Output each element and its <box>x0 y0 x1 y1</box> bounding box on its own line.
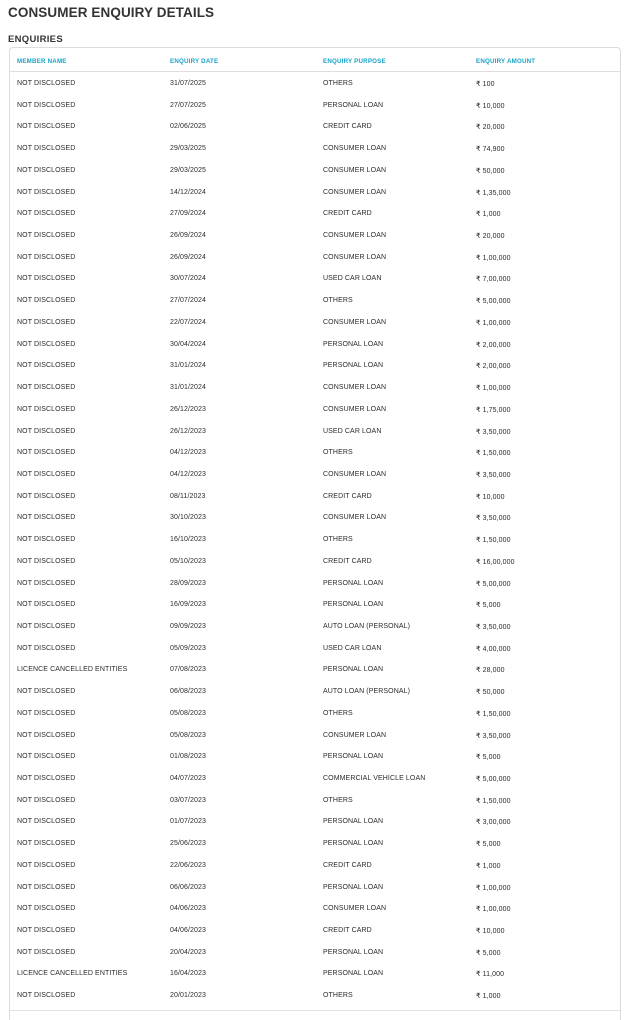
enquiry-purpose-cell: PERSONAL LOAN <box>323 883 384 891</box>
enquiry-amount-cell: ₹ 3,50,000 <box>476 471 511 479</box>
enquiry-amount-cell: ₹ 100 <box>476 81 495 88</box>
enquiry-date-cell: 26/12/2023 <box>170 405 207 413</box>
enquiry-amount-cell: ₹ 1,00,000 <box>476 319 511 327</box>
enquiry-amount-cell: ₹ 10,000 <box>476 102 505 110</box>
enquiry-date-cell: 01/08/2023 <box>170 753 207 761</box>
enquiry-purpose-cell: CONSUMER LOAN <box>323 145 387 153</box>
enquiry-amount-cell: ₹ 3,00,000 <box>476 819 511 827</box>
table-row <box>10 399 620 421</box>
enquiry-date-cell: 02/06/2025 <box>170 123 207 131</box>
table-row <box>10 116 620 138</box>
enquiry-date-cell: 31/07/2025 <box>170 80 207 87</box>
enquiry-date-cell: 04/07/2023 <box>170 775 207 782</box>
enquiry-purpose-cell: CONSUMER LOAN <box>323 905 387 913</box>
enquiry-amount-cell: ₹ 1,75,000 <box>476 406 511 414</box>
member-name-cell: NOT DISCLOSED <box>17 688 76 696</box>
enquiry-amount-cell: ₹ 2,00,000 <box>476 363 511 371</box>
enquiry-purpose-cell: OTHERS <box>323 796 353 804</box>
enquiry-date-cell: 08/11/2023 <box>170 492 206 500</box>
enquiry-date-cell: 26/09/2024 <box>170 253 207 261</box>
table-row <box>10 833 620 855</box>
enquiry-purpose-cell: CONSUMER LOAN <box>323 188 387 196</box>
table-row <box>10 746 620 768</box>
enquiry-amount-cell: ₹ 5,00,000 <box>476 580 511 588</box>
enquiry-amount-cell: ₹ 3,50,000 <box>476 515 511 523</box>
member-name-cell: NOT DISCLOSED <box>17 579 76 587</box>
table-row <box>10 268 620 290</box>
enquiry-date-cell: 20/01/2023 <box>170 992 207 1000</box>
member-name-cell: NOT DISCLOSED <box>17 340 76 348</box>
enquiry-purpose-cell: OTHERS <box>323 992 353 1000</box>
member-name-cell: NOT DISCLOSED <box>17 188 76 196</box>
table-row <box>10 507 620 529</box>
enquiry-purpose-cell: CONSUMER LOAN <box>323 384 387 392</box>
table-row <box>10 638 620 660</box>
member-name-cell: NOT DISCLOSED <box>17 514 76 522</box>
enquiry-date-cell: 07/08/2023 <box>170 666 207 674</box>
enquiry-date-cell: 26/12/2023 <box>170 427 207 435</box>
enquiry-amount-cell: ₹ 7,00,000 <box>476 276 511 284</box>
table-row <box>10 421 620 443</box>
enquiry-amount-cell: ₹ 28,000 <box>476 667 505 675</box>
enquiry-purpose-cell: CONSUMER LOAN <box>323 232 387 240</box>
table-row <box>10 790 620 812</box>
enquiry-amount-cell: ₹ 50,000 <box>476 167 505 175</box>
table-row <box>10 312 620 334</box>
table-row <box>10 551 620 573</box>
enquiry-purpose-cell: USED CAR LOAN <box>323 644 382 652</box>
member-name-cell: NOT DISCLOSED <box>17 492 76 500</box>
enquiry-date-cell: 30/10/2023 <box>170 514 207 522</box>
enquiry-purpose-cell: COMMERCIAL VEHICLE LOAN <box>323 775 426 782</box>
enquiry-amount-cell: ₹ 5,000 <box>476 949 501 957</box>
enquiry-purpose-cell: CONSUMER LOAN <box>323 731 387 739</box>
column-header-member-name: MEMBER NAME <box>17 58 67 65</box>
table-row <box>10 355 620 377</box>
enquiry-amount-cell: ₹ 5,000 <box>476 602 501 610</box>
enquiry-date-cell: 27/07/2024 <box>170 297 207 305</box>
member-name-cell: NOT DISCLOSED <box>17 145 76 153</box>
table-header <box>10 48 620 72</box>
enquiry-purpose-cell: CONSUMER LOAN <box>323 318 387 326</box>
member-name-cell: NOT DISCLOSED <box>17 905 76 913</box>
enquiry-date-cell: 25/06/2023 <box>170 840 207 848</box>
enquiry-purpose-cell: PERSONAL LOAN <box>323 666 384 674</box>
member-name-cell: NOT DISCLOSED <box>17 861 76 869</box>
table-row <box>10 877 620 899</box>
table-body <box>10 73 620 1007</box>
enquiry-purpose-cell: CREDIT CARD <box>323 927 372 935</box>
enquiry-date-cell: 31/01/2024 <box>170 362 207 370</box>
column-header-enquiry-purpose: ENQUIRY PURPOSE <box>323 58 386 65</box>
table-row <box>10 377 620 399</box>
table-row <box>10 768 620 790</box>
enquiry-date-cell: 06/08/2023 <box>170 688 207 696</box>
table-row <box>10 529 620 551</box>
member-name-cell: NOT DISCLOSED <box>17 362 76 370</box>
member-name-cell: NOT DISCLOSED <box>17 80 76 87</box>
enquiry-purpose-cell: PERSONAL LOAN <box>323 753 384 761</box>
enquiry-purpose-cell: CONSUMER LOAN <box>323 470 387 478</box>
enquiry-date-cell: 01/07/2023 <box>170 818 207 826</box>
member-name-cell: NOT DISCLOSED <box>17 427 76 435</box>
table-row <box>10 138 620 160</box>
member-name-cell: NOT DISCLOSED <box>17 318 76 326</box>
section-title: ENQUIRIES <box>8 34 63 45</box>
member-name-cell: NOT DISCLOSED <box>17 166 76 174</box>
table-row <box>10 855 620 877</box>
enquiry-amount-cell: ₹ 1,000 <box>476 862 501 870</box>
enquiry-purpose-cell: OTHERS <box>323 297 353 305</box>
member-name-cell: NOT DISCLOSED <box>17 796 76 804</box>
enquiry-purpose-cell: AUTO LOAN (PERSONAL) <box>323 622 411 630</box>
enquiry-amount-cell: ₹ 11,000 <box>476 971 505 979</box>
page-title: CONSUMER ENQUIRY DETAILS <box>8 5 215 20</box>
enquiry-date-cell: 29/03/2025 <box>170 166 207 174</box>
member-name-cell: NOT DISCLOSED <box>17 557 76 565</box>
enquiry-amount-cell: ₹ 1,50,000 <box>476 710 511 718</box>
table-row <box>10 73 620 95</box>
member-name-cell: NOT DISCLOSED <box>17 601 76 609</box>
table-row <box>10 920 620 942</box>
enquiry-amount-cell: ₹ 1,35,000 <box>476 189 511 197</box>
table-row <box>10 247 620 269</box>
table-row <box>10 963 620 985</box>
table-bottom-divider <box>10 1010 620 1011</box>
enquiry-purpose-cell: OTHERS <box>323 80 353 87</box>
member-name-cell: NOT DISCLOSED <box>17 709 76 717</box>
enquiry-amount-cell: ₹ 3,50,000 <box>476 623 511 631</box>
table-row <box>10 942 620 964</box>
enquiry-purpose-cell: CREDIT CARD <box>323 861 372 869</box>
table-row <box>10 985 620 1007</box>
enquiry-amount-cell: ₹ 1,00,000 <box>476 906 511 914</box>
member-name-cell: NOT DISCLOSED <box>17 775 76 782</box>
member-name-cell: NOT DISCLOSED <box>17 275 76 283</box>
enquiry-amount-cell: ₹ 1,00,000 <box>476 884 511 892</box>
member-name-cell: NOT DISCLOSED <box>17 210 76 218</box>
member-name-cell: NOT DISCLOSED <box>17 123 76 131</box>
table-row <box>10 703 620 725</box>
enquiry-amount-cell: ₹ 1,00,000 <box>476 385 511 393</box>
table-row <box>10 182 620 204</box>
enquiry-date-cell: 16/04/2023 <box>170 970 207 978</box>
enquiry-purpose-cell: CREDIT CARD <box>323 557 372 565</box>
member-name-cell: NOT DISCLOSED <box>17 536 76 544</box>
enquiry-date-cell: 22/07/2024 <box>170 318 207 326</box>
member-name-cell: NOT DISCLOSED <box>17 622 76 630</box>
enquiry-amount-cell: ₹ 4,00,000 <box>476 645 511 653</box>
table-row <box>10 225 620 247</box>
table-row <box>10 594 620 616</box>
enquiry-purpose-cell: OTHERS <box>323 536 353 544</box>
enquiry-purpose-cell: OTHERS <box>323 709 353 717</box>
enquiry-amount-cell: ₹ 74,900 <box>476 146 505 154</box>
enquiry-amount-cell: ₹ 16,00,000 <box>476 558 515 566</box>
enquiry-purpose-cell: PERSONAL LOAN <box>323 818 384 826</box>
enquiry-date-cell: 27/07/2025 <box>170 101 207 109</box>
enquiries-table <box>9 47 621 1020</box>
member-name-cell: NOT DISCLOSED <box>17 405 76 413</box>
table-row <box>10 616 620 638</box>
enquiry-purpose-cell: USED CAR LOAN <box>323 427 382 435</box>
enquiry-amount-cell: ₹ 1,50,000 <box>476 450 511 458</box>
member-name-cell: NOT DISCLOSED <box>17 840 76 848</box>
enquiry-date-cell: 20/04/2023 <box>170 948 207 956</box>
enquiry-amount-cell: ₹ 3,50,000 <box>476 732 511 740</box>
table-row <box>10 898 620 920</box>
member-name-cell: LICENCE CANCELLED ENTITIES <box>17 970 128 978</box>
enquiry-amount-cell: ₹ 5,000 <box>476 754 501 762</box>
table-row <box>10 334 620 356</box>
table-row <box>10 681 620 703</box>
table-row <box>10 486 620 508</box>
member-name-cell: NOT DISCLOSED <box>17 644 76 652</box>
enquiry-purpose-cell: CONSUMER LOAN <box>323 514 387 522</box>
enquiry-purpose-cell: PERSONAL LOAN <box>323 601 384 609</box>
member-name-cell: NOT DISCLOSED <box>17 232 76 240</box>
enquiry-amount-cell: ₹ 5,00,000 <box>476 298 511 306</box>
enquiry-date-cell: 04/06/2023 <box>170 927 207 935</box>
table-row <box>10 95 620 117</box>
enquiry-date-cell: 31/01/2024 <box>170 384 207 392</box>
enquiry-purpose-cell: PERSONAL LOAN <box>323 970 384 978</box>
member-name-cell: NOT DISCLOSED <box>17 470 76 478</box>
member-name-cell: NOT DISCLOSED <box>17 948 76 956</box>
enquiry-amount-cell: ₹ 5,00,000 <box>476 776 511 783</box>
enquiry-amount-cell: ₹ 1,000 <box>476 993 501 1001</box>
enquiry-amount-cell: ₹ 1,000 <box>476 211 501 219</box>
enquiry-purpose-cell: CREDIT CARD <box>323 123 372 131</box>
table-row <box>10 290 620 312</box>
member-name-cell: NOT DISCLOSED <box>17 927 76 935</box>
enquiry-date-cell: 04/06/2023 <box>170 905 207 913</box>
enquiry-purpose-cell: CONSUMER LOAN <box>323 253 387 261</box>
enquiry-date-cell: 26/09/2024 <box>170 232 207 240</box>
enquiry-date-cell: 04/12/2023 <box>170 470 207 478</box>
table-row <box>10 659 620 681</box>
member-name-cell: NOT DISCLOSED <box>17 731 76 739</box>
member-name-cell: NOT DISCLOSED <box>17 101 76 109</box>
enquiry-date-cell: 09/09/2023 <box>170 622 207 630</box>
table-row <box>10 725 620 747</box>
enquiry-amount-cell: ₹ 1,50,000 <box>476 537 511 545</box>
column-header-enquiry-date: ENQUIRY DATE <box>170 58 219 65</box>
enquiry-date-cell: 06/06/2023 <box>170 883 207 891</box>
enquiry-date-cell: 04/12/2023 <box>170 449 207 457</box>
enquiry-date-cell: 28/09/2023 <box>170 579 207 587</box>
table-row <box>10 573 620 595</box>
enquiry-purpose-cell: PERSONAL LOAN <box>323 579 384 587</box>
member-name-cell: NOT DISCLOSED <box>17 449 76 457</box>
table-row <box>10 811 620 833</box>
enquiry-date-cell: 05/08/2023 <box>170 731 207 739</box>
enquiry-amount-cell: ₹ 10,000 <box>476 493 505 501</box>
enquiry-purpose-cell: PERSONAL LOAN <box>323 948 384 956</box>
enquiry-purpose-cell: PERSONAL LOAN <box>323 362 384 370</box>
enquiry-purpose-cell: CONSUMER LOAN <box>323 166 387 174</box>
enquiry-amount-cell: ₹ 20,000 <box>476 124 505 132</box>
enquiry-purpose-cell: CREDIT CARD <box>323 492 372 500</box>
enquiry-purpose-cell: USED CAR LOAN <box>323 275 382 283</box>
enquiry-amount-cell: ₹ 20,000 <box>476 233 505 241</box>
enquiry-purpose-cell: CONSUMER LOAN <box>323 405 387 413</box>
enquiry-date-cell: 22/06/2023 <box>170 861 207 869</box>
member-name-cell: NOT DISCLOSED <box>17 753 76 761</box>
enquiry-date-cell: 05/08/2023 <box>170 709 207 717</box>
enquiry-purpose-cell: OTHERS <box>323 449 353 457</box>
enquiry-date-cell: 05/10/2023 <box>170 557 207 565</box>
member-name-cell: LICENCE CANCELLED ENTITIES <box>17 666 128 674</box>
enquiry-purpose-cell: AUTO LOAN (PERSONAL) <box>323 688 411 696</box>
member-name-cell: NOT DISCLOSED <box>17 992 76 1000</box>
table-row <box>10 442 620 464</box>
table-row <box>10 203 620 225</box>
enquiry-amount-cell: ₹ 1,50,000 <box>476 797 511 805</box>
enquiry-purpose-cell: PERSONAL LOAN <box>323 340 384 348</box>
member-name-cell: NOT DISCLOSED <box>17 883 76 891</box>
enquiry-date-cell: 03/07/2023 <box>170 796 207 804</box>
table-row <box>10 160 620 182</box>
member-name-cell: NOT DISCLOSED <box>17 253 76 261</box>
enquiry-date-cell: 30/04/2024 <box>170 340 207 348</box>
enquiry-purpose-cell: PERSONAL LOAN <box>323 101 384 109</box>
enquiry-purpose-cell: PERSONAL LOAN <box>323 840 384 848</box>
enquiry-amount-cell: ₹ 10,000 <box>476 928 505 936</box>
enquiry-date-cell: 14/12/2024 <box>170 188 207 196</box>
enquiry-amount-cell: ₹ 2,00,000 <box>476 341 511 349</box>
enquiry-purpose-cell: CREDIT CARD <box>323 210 372 218</box>
enquiry-amount-cell: ₹ 3,50,000 <box>476 428 511 436</box>
column-header-enquiry-amount: ENQUIRY AMOUNT <box>476 58 536 65</box>
member-name-cell: NOT DISCLOSED <box>17 384 76 392</box>
table-row <box>10 464 620 486</box>
member-name-cell: NOT DISCLOSED <box>17 818 76 826</box>
enquiry-date-cell: 05/09/2023 <box>170 644 207 652</box>
enquiry-date-cell: 27/09/2024 <box>170 210 207 218</box>
enquiry-amount-cell: ₹ 50,000 <box>476 689 505 697</box>
enquiry-date-cell: 16/09/2023 <box>170 601 207 609</box>
enquiry-date-cell: 30/07/2024 <box>170 275 207 283</box>
enquiry-date-cell: 29/03/2025 <box>170 145 207 153</box>
member-name-cell: NOT DISCLOSED <box>17 297 76 305</box>
enquiry-amount-cell: ₹ 5,000 <box>476 841 501 849</box>
enquiry-amount-cell: ₹ 1,00,000 <box>476 254 511 262</box>
enquiry-date-cell: 16/10/2023 <box>170 536 207 544</box>
